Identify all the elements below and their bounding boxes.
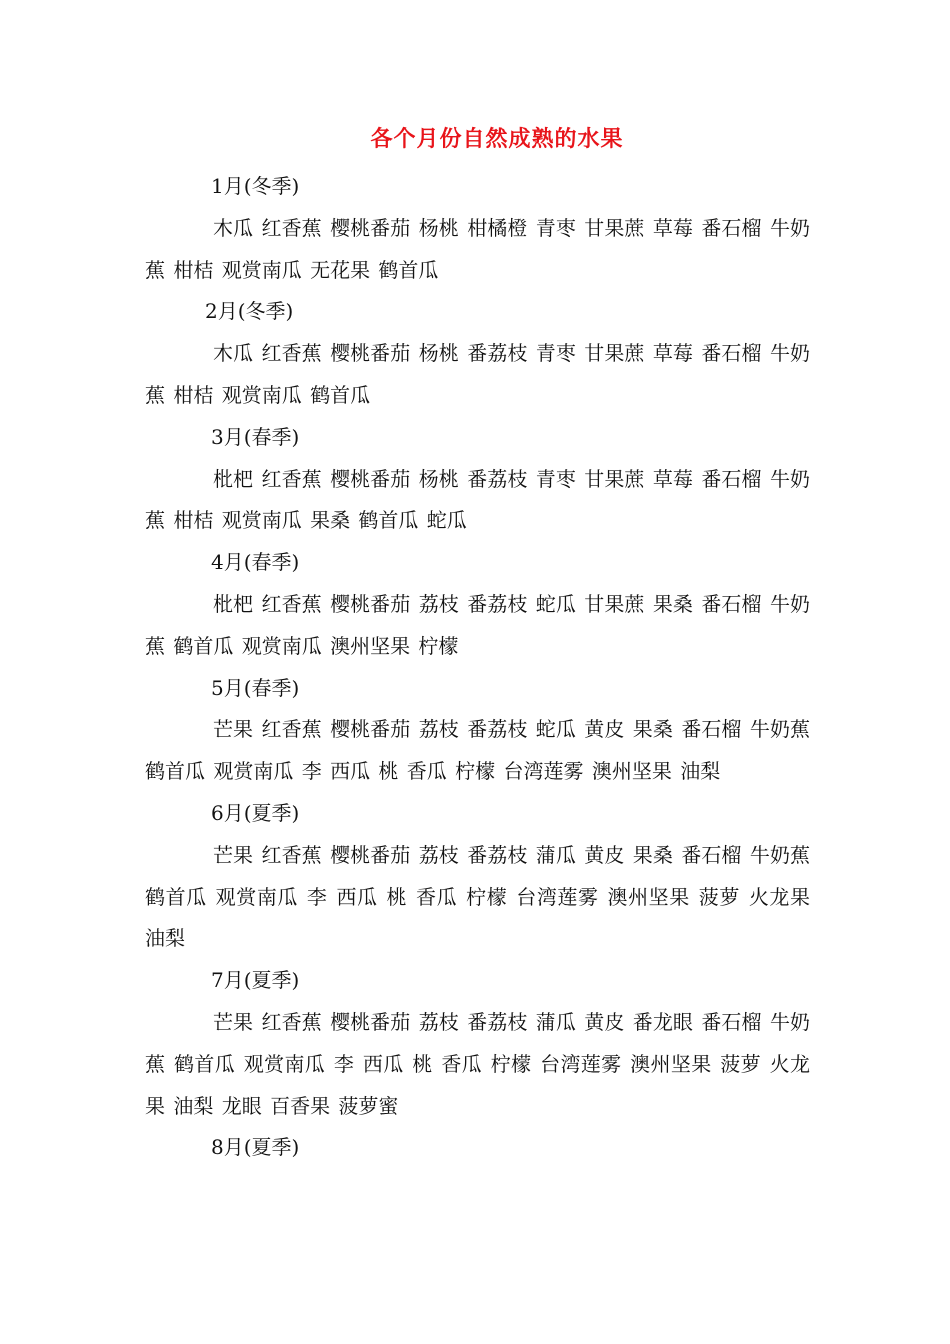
month-heading-jun: 6月(夏季) [211,800,300,825]
month-heading-feb: 2月(冬季) [205,299,294,324]
month-heading-may: 5月(春季) [211,675,300,700]
month-heading-jan: 1月(冬季) [211,174,300,198]
fruit-list-feb: 木瓜 红香蕉 樱桃番茄 杨桃 番荔枝 青枣 甘果蔗 草莓 番石榴 牛奶蕉 柑桔 观赏南瓜 鹤首瓜 [145,341,810,407]
fruit-list-jul: 芒果 红香蕉 樱桃番茄 荔枝 番荔枝 蒲瓜 黄皮 番龙眼 番石榴 牛奶蕉 鹤首瓜 观赏南瓜 李 西瓜 桃 香瓜 柠檬 台湾莲雾 澳州坚果 菠萝 火龙果 油梨 龙眼 百香果 菠萝蜜 [145,1009,810,1118]
fruit-list-jan: 木瓜 红香蕉 樱桃番茄 杨桃 柑橘橙 青枣 甘果蔗 草莓 番石榴 牛奶蕉 柑桔 观赏南瓜 无花果 鹤首瓜 [145,215,810,282]
fruit-list-apr: 枇杷 红香蕉 樱桃番茄 荔枝 番荔枝 蛇瓜 甘果蔗 果桑 番石榴 牛奶蕉 鹤首瓜 观赏南瓜 澳州坚果 柠檬 [145,591,810,658]
document-body [145,166,810,1169]
month-heading-mar: 3月(春季) [211,424,300,449]
fruit-list-may: 芒果 红香蕉 樱桃番茄 荔枝 番荔枝 蛇瓜 黄皮 果桑 番石榴 牛奶蕉 鹤首瓜 观赏南瓜 李 西瓜 桃 香瓜 柠檬 台湾莲雾 澳州坚果 油梨 [145,717,810,784]
document-title: 各个月份自然成熟的水果 [370,127,624,152]
fruit-list-jun: 芒果 红香蕉 樱桃番茄 荔枝 番荔枝 蒲瓜 黄皮 果桑 番石榴 牛奶蕉 鹤首瓜 观赏南瓜 李 西瓜 桃 香瓜 柠檬 台湾莲雾 澳州坚果 菠萝 火龙果 油梨 [145,842,810,951]
month-heading-aug: 8月(夏季) [211,1135,300,1160]
fruit-list-mar: 枇杷 红香蕉 樱桃番茄 杨桃 番荔枝 青枣 甘果蔗 草莓 番石榴 牛奶蕉 柑桔 观赏南瓜 果桑 鹤首瓜 蛇瓜 [145,466,810,533]
month-heading-apr: 4月(春季) [211,550,300,575]
month-heading-jul: 7月(夏季) [211,968,300,993]
